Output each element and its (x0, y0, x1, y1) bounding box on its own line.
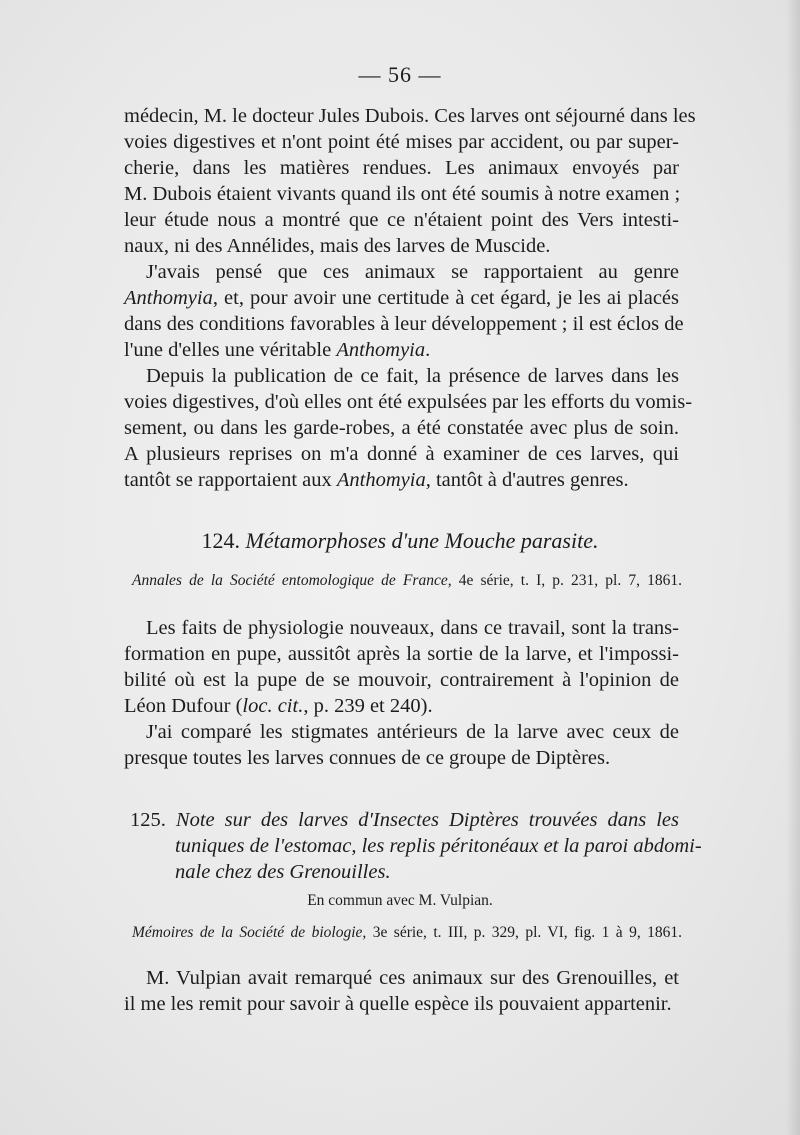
genus-name: Anthomyia (336, 469, 426, 491)
text-line: M. Dubois étaient vivants quand ils ont été soumis à notre examen ; (124, 183, 681, 205)
text-fragment: , et, pour avoir une certitude à cet égard, je les ai placés (212, 287, 679, 309)
text-line: il me les remit pour savoir à quelle espèce ils pouvaient appartenir. (124, 993, 672, 1015)
text-line (124, 693, 679, 719)
section-124-heading (0, 528, 800, 554)
reference: loc. cit. (242, 695, 304, 717)
text-line: sement, ou dans les garde-robes, a été constatée avec plus de soin. (124, 417, 679, 439)
text-line: cherie, dans les matières rendues. Les animaux envoyés par (124, 157, 679, 179)
section-number: 125. (130, 809, 166, 831)
section-title: nale chez des Grenouilles. (175, 861, 391, 883)
section-title: tuniques de l'estomac, les replis péritonéaux et la paroi abdomi- (175, 835, 702, 857)
genus-name: Anthomyia (124, 287, 213, 309)
citation-details: 3e série, t. III, p. 329, pl. VI, fig. 1 à 9, 1861. (372, 924, 683, 941)
coauthor-note: En commun avec M. Vulpian. (307, 892, 493, 909)
journal-name: Mémoires de la Société de biologie, (132, 924, 367, 941)
text-line: naux, ni des Annélides, mais des larves de Muscide. (124, 235, 551, 257)
text-fragment: . (425, 339, 431, 361)
text-line (124, 285, 679, 311)
text-fragment: l'une d'elles une véritable (124, 339, 337, 361)
text-line: J'avais pensé que ces animaux se rapportaient au genre (146, 261, 679, 283)
text-line: voies digestives, d'où elles ont été expulsées par les efforts du vomis- (124, 391, 693, 413)
text-line: presque toutes les larves connues de ce groupe de Diptères. (124, 747, 611, 769)
text-line: médecin, M. le docteur Jules Dubois. Ces larves ont séjourné dans les (124, 105, 696, 127)
text-line: Depuis la publication de ce fait, la présence de larves dans les (146, 365, 679, 387)
text-fragment: , p. 239 et 240). (303, 695, 433, 717)
text-line (124, 337, 679, 363)
section-title: Note sur des larves d'Insectes Diptères trouvées dans les (175, 809, 679, 831)
text-line: M. Vulpian avait remarqué ces animaux sur des Grenouilles, et (146, 967, 679, 989)
text-line: J'ai comparé les stigmates antérieurs de la larve avec ceux de (146, 721, 679, 743)
text-line: voies digestives et n'ont point été mises par accident, ou par super- (124, 131, 679, 153)
text-line: formation en pupe, aussitôt après la sortie de la larve, et l'impossi- (124, 643, 679, 665)
page-number: — 56 — (358, 62, 442, 87)
section-title: Métamorphoses d'une Mouche parasite. (245, 528, 599, 553)
text-line (124, 467, 679, 493)
section-124-citation (132, 572, 682, 590)
section-125-heading (130, 807, 679, 833)
page-spine-shadow (786, 0, 800, 1135)
journal-name: Annales de la Société entomologique de France, (132, 572, 452, 589)
text-fragment: tantôt se rapportaient aux (124, 469, 337, 491)
text-line: leur étude nous a montré que ce n'étaient point des Vers intesti- (124, 209, 679, 231)
section-number: 124. (201, 528, 240, 553)
text-line: dans des conditions favorables à leur développement ; il est éclos de (124, 313, 684, 335)
text-fragment: Léon Dufour ( (124, 695, 243, 717)
section-title-line (175, 859, 679, 885)
text-line: Les faits de physiologie nouveaux, dans ce travail, sont la trans- (146, 617, 679, 639)
section-title-line (175, 833, 702, 859)
text-fragment: , tantôt à d'autres genres. (425, 469, 629, 491)
genus-name: Anthomyia (336, 339, 426, 361)
citation-details: 4e série, t. I, p. 231, pl. 7, 1861. (458, 572, 682, 589)
text-line: A plusieurs reprises on m'a donné à examiner de ces larves, qui (124, 443, 679, 465)
section-125-citation (132, 924, 682, 942)
text-line: bilité où est la pupe de se mouvoir, contrairement à l'opinion de (124, 669, 679, 691)
